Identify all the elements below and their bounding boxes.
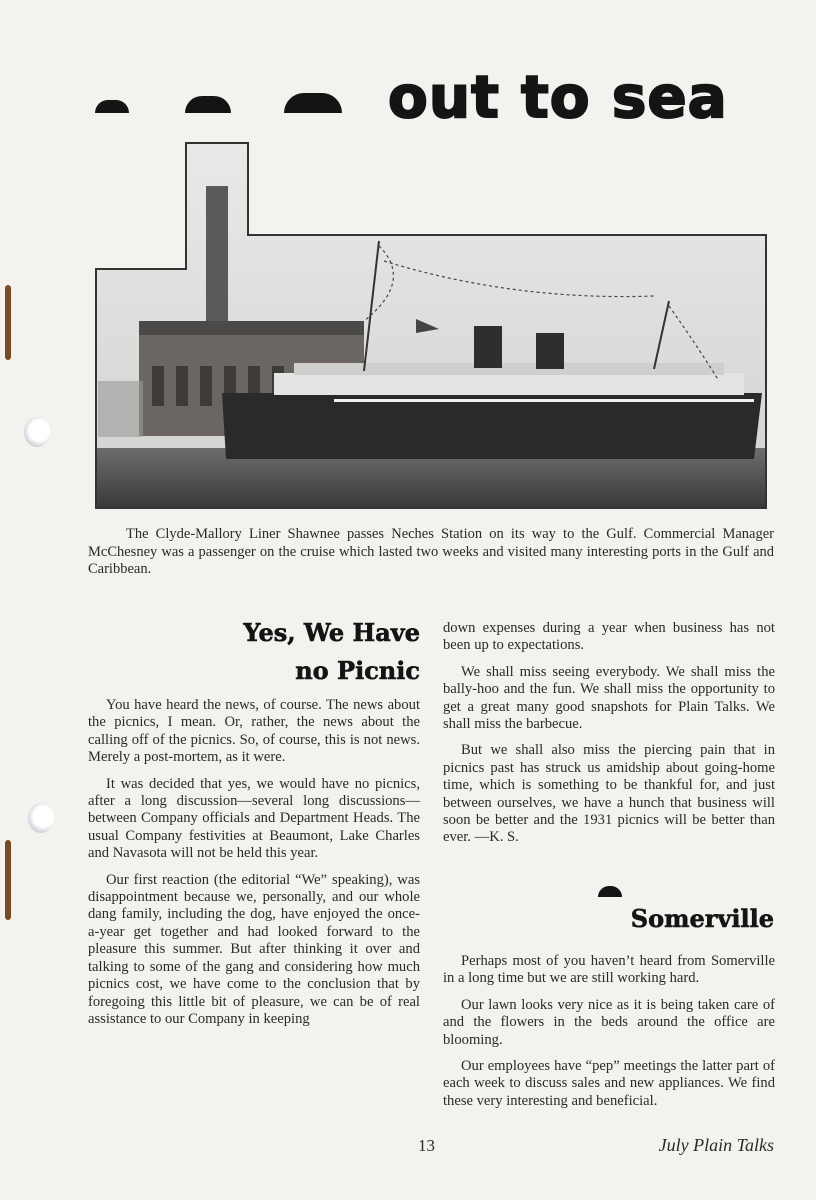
paragraph: You have heard the news, of course. The news about the picnics, I mean. Or, rather, the news about the calling off of the picnics. So, of course, this is not news. Merely a post-mortem, as it were. bbox=[88, 697, 420, 766]
page-title: out to sea bbox=[388, 63, 728, 131]
paragraph: Our employees have “pep” meetings the latter part of each week to discuss sales and new appliances. We find these very interesting and beneficial. bbox=[443, 1058, 775, 1109]
article-heading: Somerville bbox=[630, 904, 774, 933]
heading-line: Yes, We Have bbox=[243, 618, 420, 647]
rust-mark bbox=[5, 285, 11, 360]
paragraph: We shall miss seeing everybody. We shall miss the bally-hoo and the fun. We shall miss the opportunity to get a great many good snapshots for Plain Talks. We shall miss the barbecue. bbox=[443, 663, 775, 733]
article-heading bbox=[243, 614, 420, 690]
dome-ornament bbox=[185, 96, 231, 113]
ship-photo bbox=[94, 141, 770, 511]
dome-ornament bbox=[598, 886, 622, 897]
binder-hole bbox=[24, 417, 50, 447]
paragraph: It was decided that yes, we would have no picnics, after a long discussion—several long discussions—between Company officials and Department Heads. The usual Company festivities at Beaumont, Lake Charles and Navasota will not be held this year. bbox=[88, 775, 420, 862]
right-column bbox=[443, 620, 775, 856]
paragraph: down expenses during a year when business has not been up to expectations. bbox=[443, 620, 775, 654]
paragraph: Our first reaction (the editorial “We” speaking), was disappointment because we, personally, and our whole dang family, including the dog, have enjoyed the once-a-year get together and had looked forward to the pleasure this summer. But after thinking it over and talking to some of the gang and considering how much picnics cost, we have come to the conclusion that by foregoing this little bit of pleasure, we can be of real assistance to our Company in keeping bbox=[88, 871, 420, 1027]
rust-mark bbox=[5, 840, 11, 920]
dome-ornament bbox=[95, 100, 129, 113]
page-number: 13 bbox=[418, 1136, 435, 1155]
dome-ornament bbox=[284, 93, 342, 113]
photo-caption bbox=[88, 526, 774, 579]
paragraph: But we shall also miss the piercing pain that in picnics past has struck us amidship about going-home time, which is something to be thankful for, and just between ourselves, we have a hunch that business will soon be better and the 1931 picnics will be better than ever. —K. S. bbox=[443, 742, 775, 846]
paragraph: Perhaps most of you haven’t heard from Somerville in a long time but we are still working hard. bbox=[443, 953, 775, 987]
paragraph: Our lawn looks very nice as it is being taken care of and the flowers in the beds around the office are blooming. bbox=[443, 996, 775, 1048]
binder-hole bbox=[28, 803, 54, 833]
caption-text: The Clyde-Mallory Liner Shawnee passes Neches Station on its way to the Gulf. Commercial Manager McChesney was a passenger on the cruise which lasted two weeks and visited many interesting ports in the Gulf and Caribbean. bbox=[88, 526, 774, 577]
heading-line: no Picnic bbox=[295, 656, 420, 685]
left-column bbox=[88, 697, 420, 1037]
publication-name: July Plain Talks bbox=[658, 1135, 774, 1155]
somerville-column bbox=[443, 953, 775, 1119]
